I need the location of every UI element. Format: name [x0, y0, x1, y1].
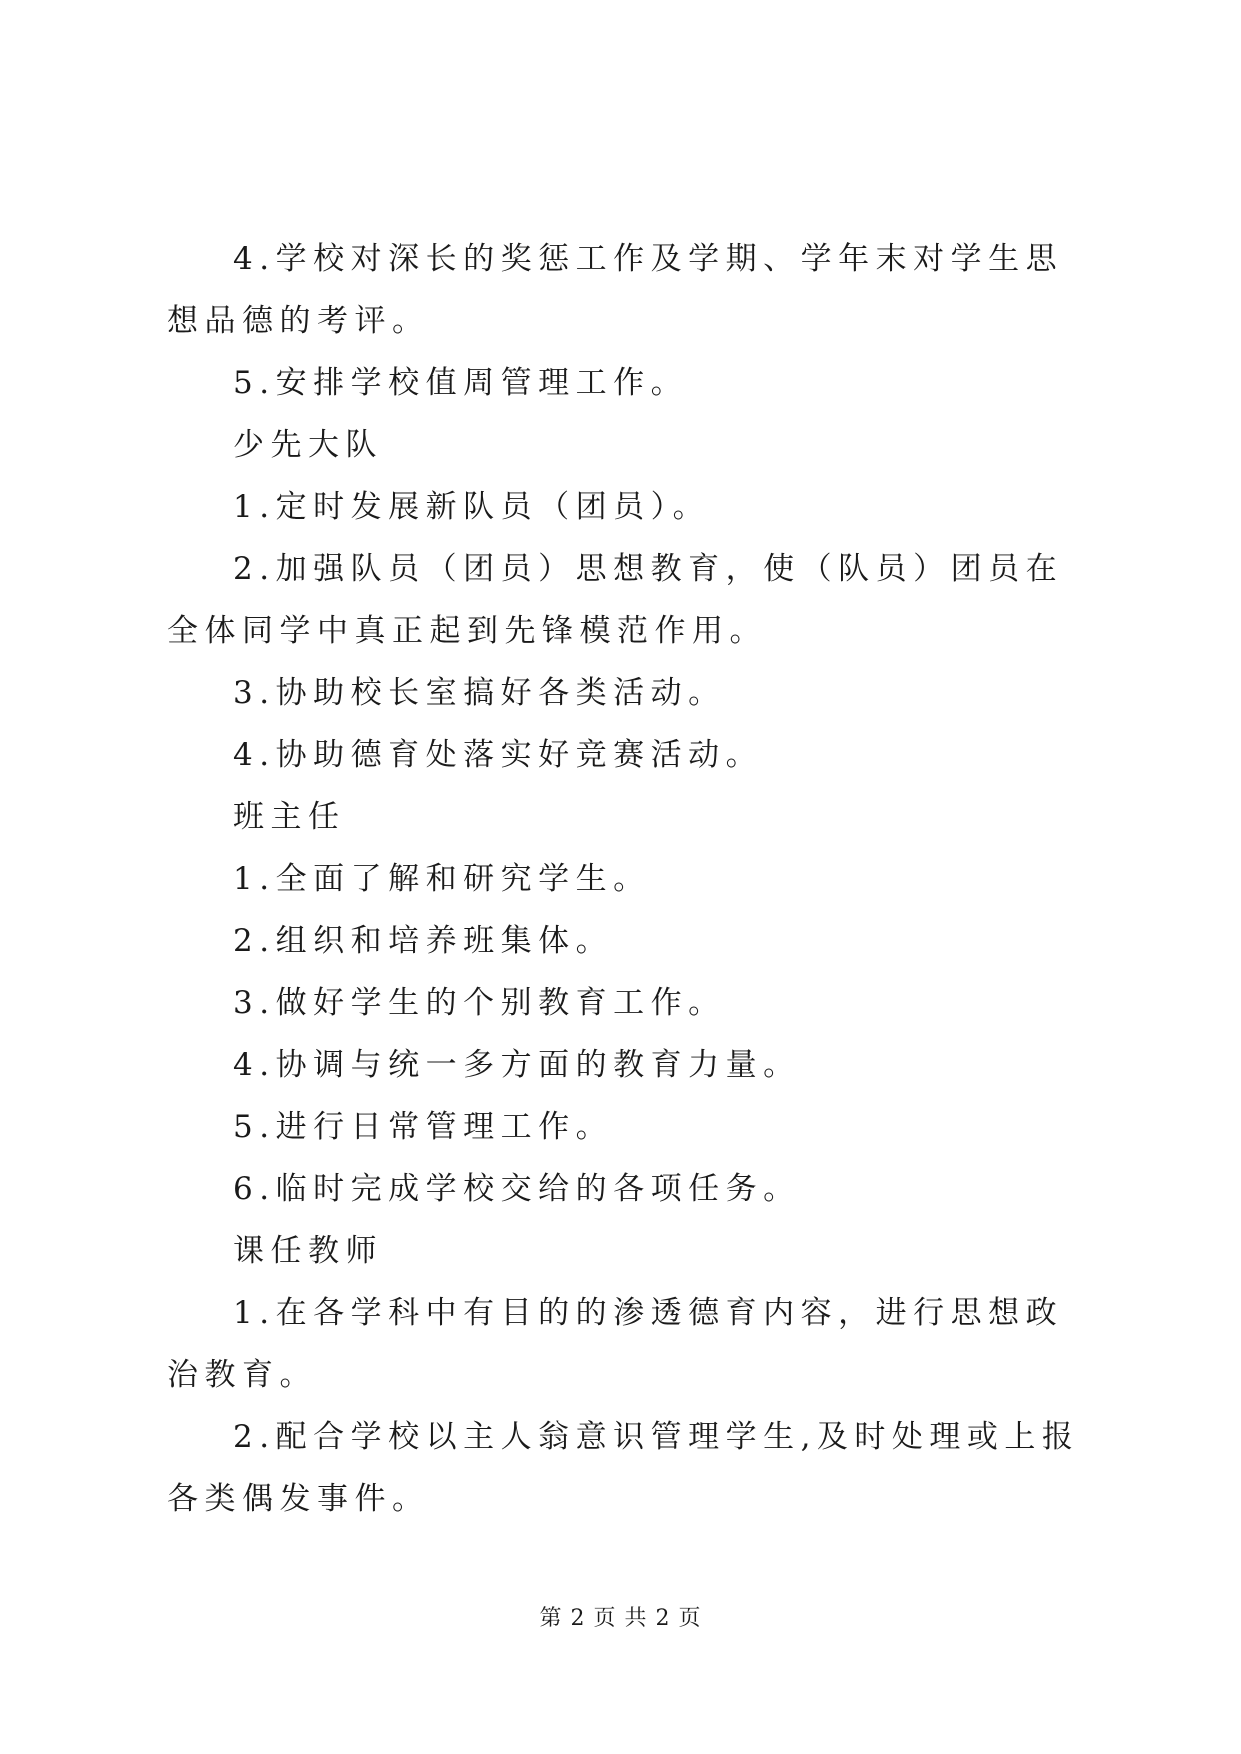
paragraph-item: 5.安排学校值周管理工作。 — [233, 365, 689, 401]
paragraph-item: 1.全面了解和研究学生。 — [233, 861, 651, 897]
paragraph-item: 5.进行日常管理工作。 — [233, 1109, 614, 1145]
paragraph-item: 2.组织和培养班集体。 — [233, 923, 614, 959]
section-heading: 少先大队 — [233, 427, 383, 463]
page-number-label: 第 2 页 共 2 页 — [539, 1606, 702, 1631]
paragraph-item: 3.协助校长室搞好各类活动。 — [233, 675, 726, 711]
paragraph-item: 6.临时完成学校交给的各项任务。 — [233, 1171, 801, 1207]
paragraph-item: 2.配合学校以主人翁意识管理学生,及时处理或上报各类偶发事件。 — [167, 1419, 1080, 1517]
paragraph-item: 3.做好学生的个别教育工作。 — [233, 985, 726, 1021]
document-body — [167, 228, 1087, 1530]
page-footer — [0, 1604, 1241, 1634]
paragraph-item: 4.协助德育处落实好竞赛活动。 — [233, 737, 764, 773]
section-heading: 班主任 — [233, 799, 346, 835]
paragraph-item: 2.加强队员（团员）思想教育，使（队员）团员在全体同学中真正起到先锋模范作用。 — [167, 551, 1064, 649]
paragraph-item: 1.在各学科中有目的的渗透德育内容，进行思想政治教育。 — [167, 1295, 1064, 1393]
section-heading: 课任教师 — [233, 1233, 383, 1269]
paragraph-item: 4.协调与统一多方面的教育力量。 — [233, 1047, 801, 1083]
paragraph-item: 1.定时发展新队员（团员）。 — [233, 489, 711, 525]
paragraph-item: 4.学校对深长的奖惩工作及学期、学年末对学生思想品德的考评。 — [167, 241, 1064, 339]
